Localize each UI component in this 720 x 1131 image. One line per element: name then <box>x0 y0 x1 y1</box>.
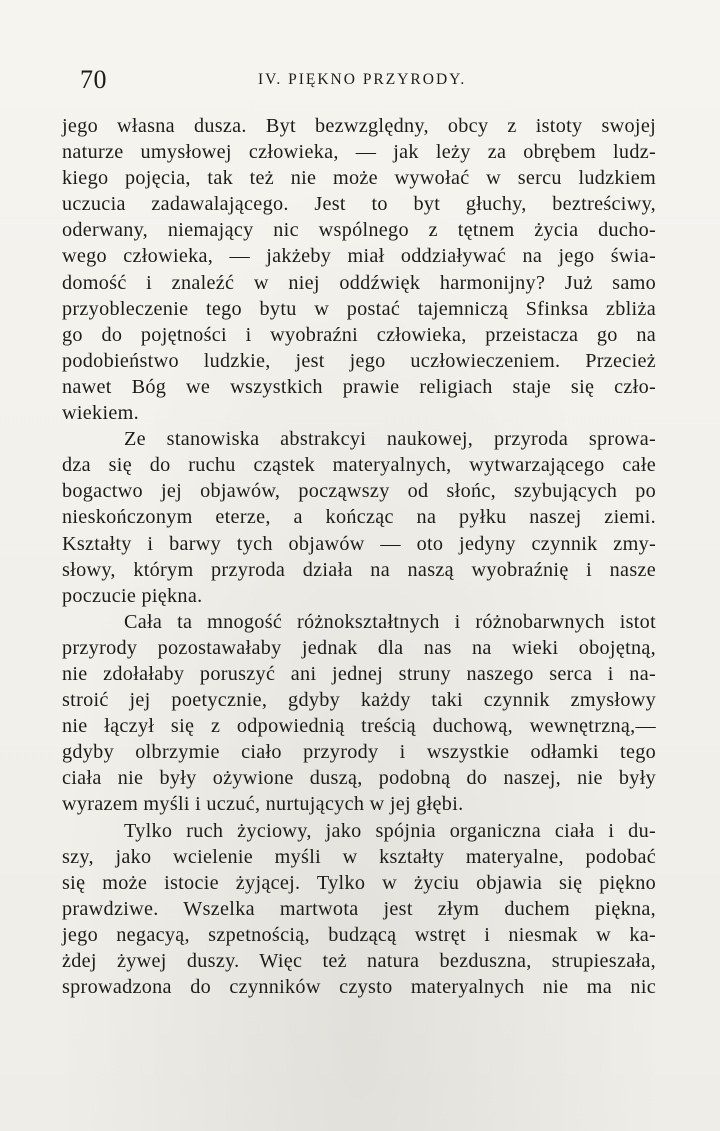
paragraph <box>62 113 656 426</box>
text-line: Ze stanowiska abstrakcyi naukowej, przyroda sprowa- <box>124 428 656 451</box>
text-line: wiekiem. <box>62 402 139 425</box>
paragraph <box>62 818 656 1001</box>
text-line: wyrazem myśli i uczuć, nurtujących w jej głębi. <box>62 793 464 816</box>
text-line: stroić jej poetycznie, gdyby każdy taki czynnik zmysłowy <box>62 689 656 712</box>
text-line: naturze umysłowej człowieka, — jak leży za obrębem ludz- <box>62 141 656 164</box>
paragraph <box>62 426 656 609</box>
text-line: podobieństwo ludzkie, jest jego uczłowieczeniem. Przecież <box>62 349 656 372</box>
text-line: się może istocie żyjącej. Tylko w życiu objawia się piękno <box>62 871 656 894</box>
text-line: wego człowieka, — jakżeby miał oddziaływać na jego świa- <box>62 245 656 268</box>
text-line: nieskończonym eterze, a kończąc na pyłku naszej ziemi. <box>62 506 656 529</box>
text-line: uczucia zadawalającego. Jest to byt głuchy, beztreściwy, <box>62 193 656 216</box>
text-line: nie łączył się z odpowiednią treścią duchową, wewnętrzną,— <box>62 715 656 738</box>
text-line: Kształty i barwy tych objawów — oto jedyny czynnik zmy- <box>62 532 656 555</box>
text-line: jego własna dusza. Byt bezwzględny, obcy z istoty swojej <box>62 115 656 137</box>
text-line: gdyby olbrzymie ciało przyrody i wszystkie odłamki tego <box>62 741 656 764</box>
text-line: sprowadzona do czynników czysto materyalnych nie ma nic <box>62 976 656 999</box>
text-line: go do pojętności i wyobraźni człowieka, przeistacza go na <box>62 323 656 346</box>
running-head <box>80 62 655 98</box>
page-number: 70 <box>80 65 107 94</box>
text-line: oderwany, niemający nic wspólnego z tętnem życia ducho- <box>62 219 656 242</box>
paragraph <box>62 609 656 818</box>
text-line: żdej żywej duszy. Więc też natura bezduszna, strupieszała, <box>62 950 656 972</box>
text-line: Cała ta mnogość różnokształtnych i różnobarwnych istot <box>124 610 656 633</box>
text-line: domość i znaleźć w niej oddźwięk harmonijny? Już samo <box>62 271 656 294</box>
text-line: nie zdołałaby poruszyć ani jednej struny naszego serca i na- <box>62 662 656 685</box>
text-line: przyrody pozostawałaby jednak dla nas na wieki obojętną, <box>62 636 656 659</box>
text-line: kiego pojęcia, tak też nie może wywołać w sercu ludzkiem <box>62 167 656 190</box>
text-line: bogactwo jej objawów, począwszy od słońc, szybujących po <box>62 480 656 503</box>
text-line: ciała nie były ożywione duszą, podobną do naszej, nie były <box>62 767 656 790</box>
chapter-title: IV. PIĘKNO PRZYRODY. <box>258 71 467 88</box>
body-text <box>62 113 656 1000</box>
text-line: dza się do ruchu cząstek materyalnych, wytwarzającego całe <box>62 454 656 477</box>
text-line: Tylko ruch życiowy, jako spójnia organiczna ciała i du- <box>124 819 656 842</box>
text-line: poczucie piękna. <box>62 584 203 607</box>
text-line: przyobleczenie tego bytu w postać tajemniczą Sfinksa zbliża <box>62 297 656 320</box>
text-line: jego negacyą, szpetnością, budzącą wstręt i niesmak w ka- <box>62 923 656 946</box>
text-line: prawdziwe. Wszelka martwota jest złym duchem piękna, <box>62 897 656 920</box>
text-line: słowy, którym przyroda działa na naszą wyobraźnię i nasze <box>62 558 656 581</box>
text-line: nawet Bóg we wszystkich prawie religiach staje się czło- <box>62 375 656 398</box>
text-line: szy, jako wcielenie myśli w kształty materyalne, podobać <box>62 845 656 868</box>
